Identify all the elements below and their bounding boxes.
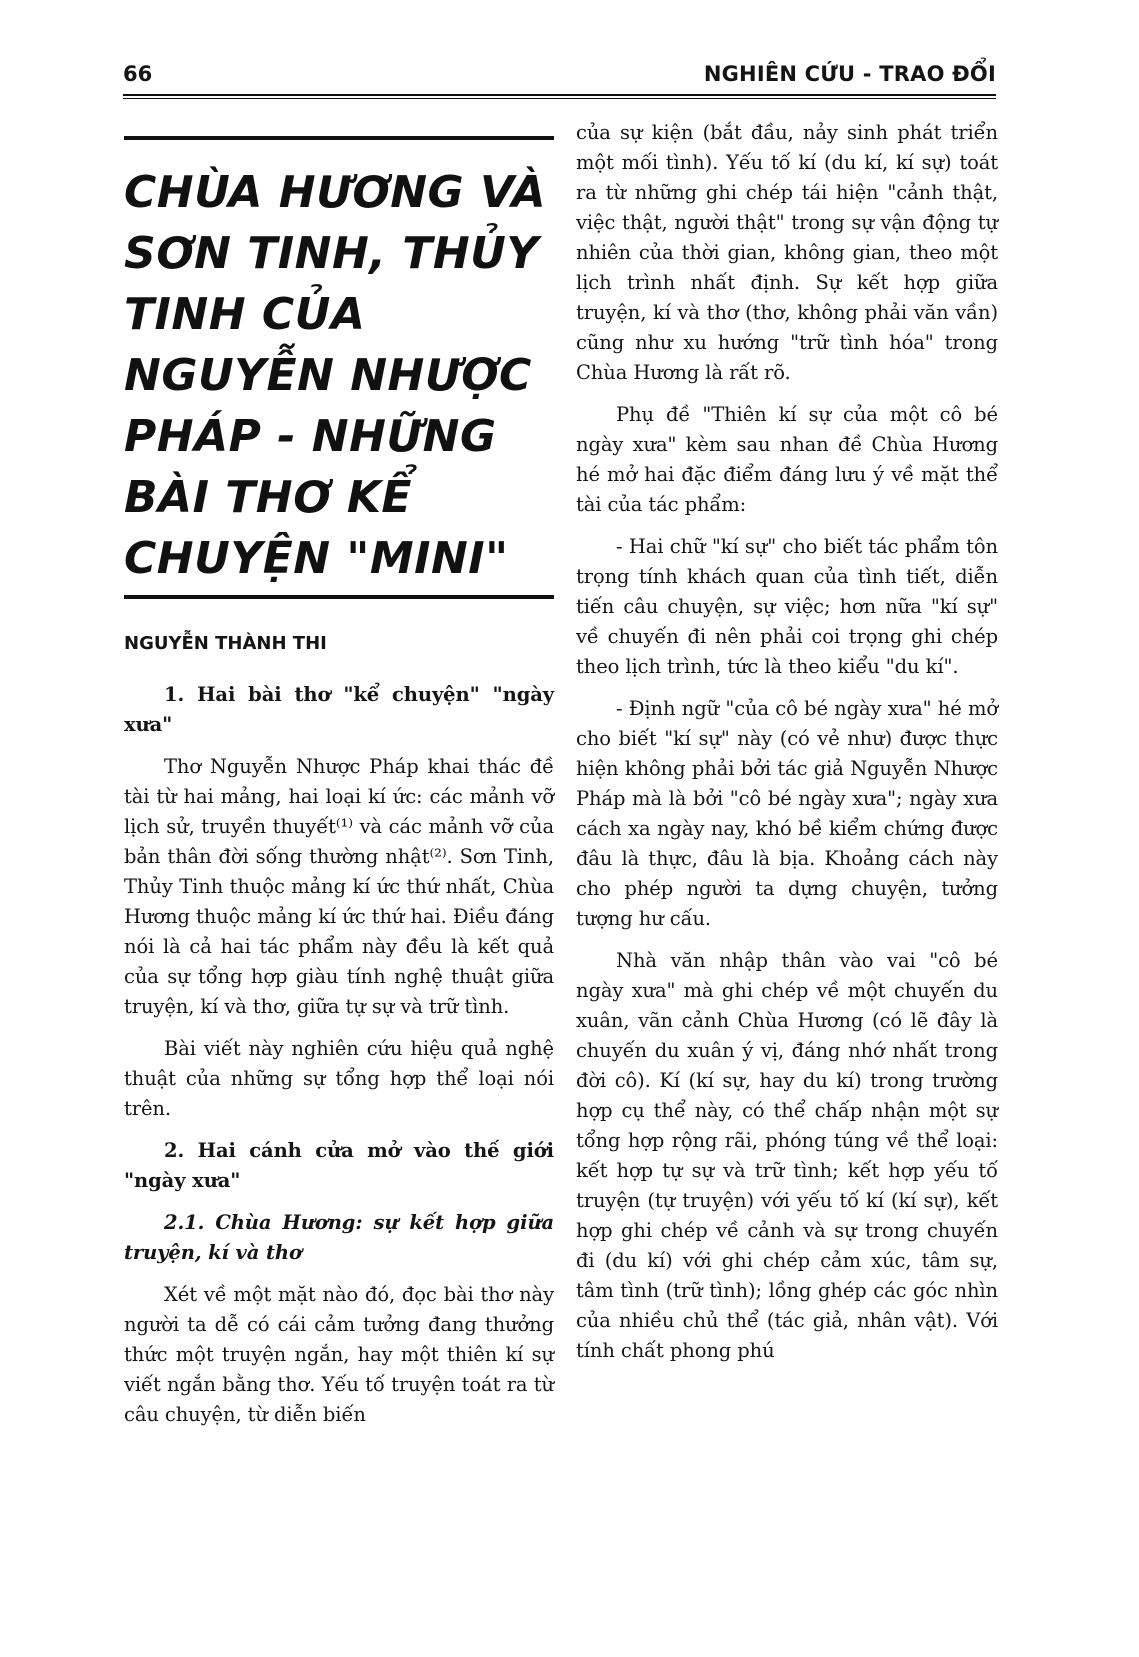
- paragraph: Bài viết này nghiên cứu hiệu quả nghệ thuật của những sự tổng hợp thể loại nói trên.: [124, 1037, 554, 1120]
- paragraph: Nhà văn nhập thân vào vai "cô bé ngày xưa" mà ghi chép về một chuyến du xuân, vãn cảnh Chùa Hương (có lẽ đây là chuyến du xuân ý vị, đáng nhớ nhất trong đời cô). Kí (kí sự, hay du kí) trong trường hợp cụ thể này, có thể chấp nhận một sự tổng hợp rộng rãi, phóng túng về thể loại: kết hợp tự sự và trữ tình; kết hợp yếu tố truyện (tự truyện) với yếu tố kí (kí sự), kết hợp ghi chép về cảnh và sự trong chuyến đi (du kí) với ghi chép cảm xúc, tâm sự, tâm tình (trữ tình); lồng ghép các góc nhìn của nhiều chủ thể (tác giả, nhân vật). Với tính chất phong phú: [576, 949, 998, 1362]
- paragraph: - Hai chữ "kí sự" cho biết tác phẩm tôn trọng tính khách quan của tình tiết, diễn tiến câu chuyện, sự việc; hơn nữa "kí sự" về chuyến đi nên phải coi trọng ghi chép theo lịch trình, tức là theo kiểu "du kí".: [576, 535, 998, 678]
- article-title: CHÙA HƯƠNG VÀ SƠN TINH, THỦY TINH CỦA NGUYỄN NHƯỢC PHÁP - NHỮNG BÀI THƠ KỂ CHUYỆN "MINI": [124, 167, 547, 584]
- paragraph: Phụ đề "Thiên kí sự của một cô bé ngày xưa" kèm sau nhan đề Chùa Hương hé mở hai đặc điểm đáng lưu ý về mặt thể tài của tác phẩm:: [576, 403, 998, 516]
- page-header: [123, 62, 996, 96]
- paragraph: của sự kiện (bắt đầu, nảy sinh phát triển một mối tình). Yếu tố kí (du kí, kí sự) toát ra từ những ghi chép tái hiện "cảnh thật, việc thật, người thật" trong sự vận động tự nhiên của thời gian, không gian, theo một lịch trình nhất định. Sự kết hợp giữa truyện, kí và thơ (thơ, không phải văn vần) cũng như xu hướng "trữ tình hóa" trong Chùa Hương là rất rõ.: [576, 121, 998, 384]
- header-rule: [123, 94, 996, 99]
- page-number: 66: [123, 62, 153, 86]
- paragraph: - Định ngữ "của cô bé ngày xưa" hé mở cho biết "kí sự" này (có vẻ như) được thực hiện không phải bởi tác giả Nguyễn Nhược Pháp mà là bởi "cô bé ngày xưa"; ngày xưa cách xa ngày nay, khó bề kiểm chứng được đâu là thực, đâu là bịa. Khoảng cách này cho phép người ta dựng chuyện, tưởng tượng hư cấu.: [576, 697, 998, 930]
- paragraph: Xét về một mặt nào đó, đọc bài thơ này người ta dễ có cái cảm tưởng đang thưởng thức một truyện ngắn, hay một thiên kí sự viết ngắn bằng thơ. Yếu tố truyện toát ra từ câu chuyện, từ diễn biến: [124, 1283, 554, 1426]
- left-column: [124, 118, 554, 1442]
- title-rule-top: [124, 136, 554, 140]
- title-rule-bottom: [124, 595, 554, 599]
- section-heading-2: 2. Hai cánh cửa mở vào thế giới "ngày xưa": [124, 1139, 554, 1192]
- section-label: NGHIÊN CỨU - TRAO ĐỔI: [703, 62, 996, 86]
- subsection-heading-2-1: 2.1. Chùa Hương: sự kết hợp giữa truyện, kí và thơ: [124, 1211, 554, 1264]
- author-name: NGUYỄN THÀNH THI: [124, 633, 327, 654]
- paragraph: Thơ Nguyễn Nhược Pháp khai thác đề tài từ hai mảng, hai loại kí ức: các mảnh vỡ lịch sử, truyền thuyết⁽¹⁾ và các mảnh vỡ của bản thân đời sống thường nhật⁽²⁾. Sơn Tinh, Thủy Tinh thuộc mảng kí ức thứ nhất, Chùa Hương thuộc mảng kí ức thứ hai. Điều đáng nói là cả hai tác phẩm này đều là kết quả của sự tổng hợp giàu tính nghệ thuật giữa truyện, kí và thơ, giữa tự sự và trữ tình.: [124, 755, 554, 1018]
- right-column: [576, 118, 998, 1378]
- section-heading-1: 1. Hai bài thơ "kể chuyện" "ngày xưa": [124, 683, 554, 736]
